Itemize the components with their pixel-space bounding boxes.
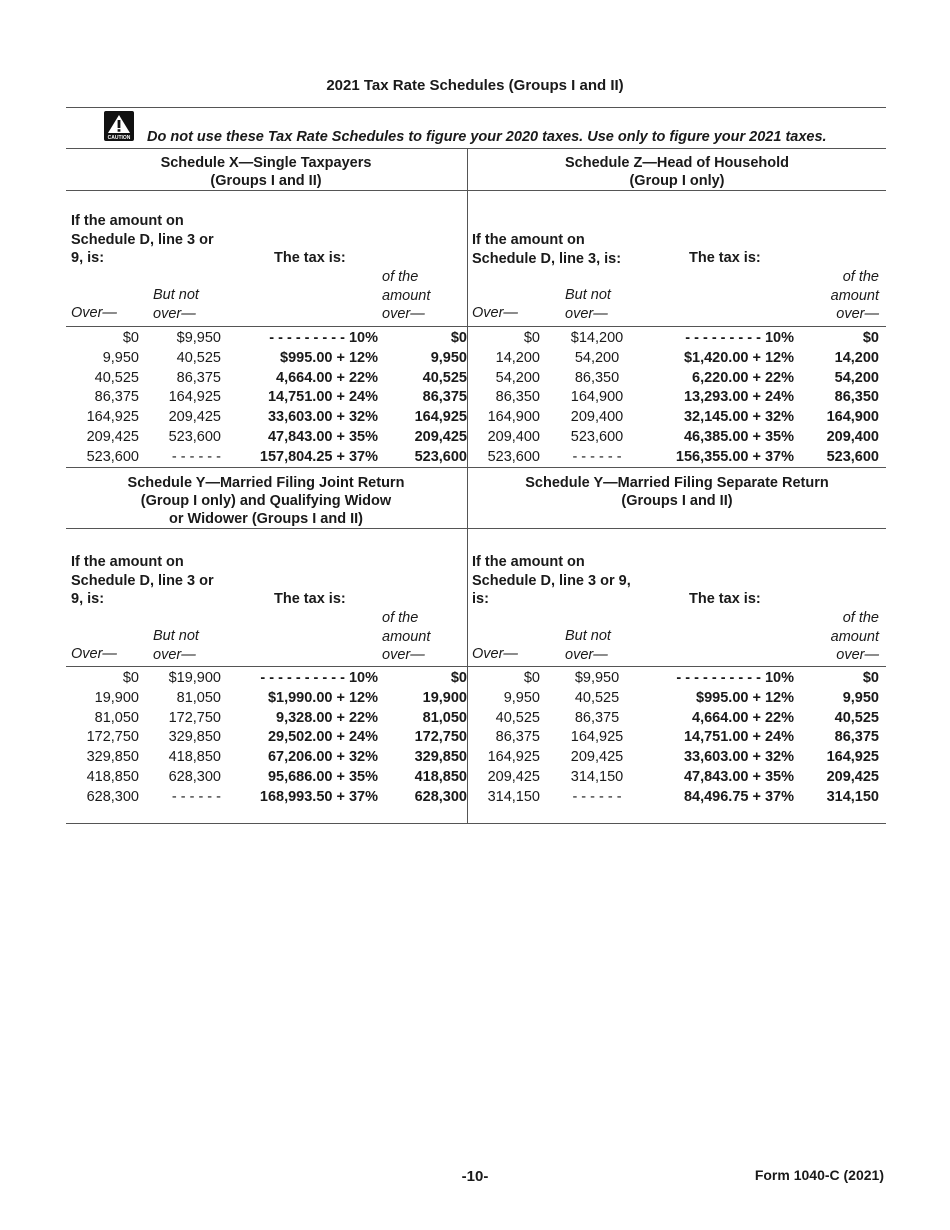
schedule-z-over-cell: 523,600 — [487, 448, 540, 465]
schedule-y-joint-but-not-over-cell: $19,900 — [168, 670, 221, 686]
schedule-z-title: Schedule Z—Head of Household (Group I only) — [565, 155, 789, 189]
page-title: 2021 Tax Rate Schedules (Groups I and II) — [326, 77, 624, 94]
schedule-y-separate-tax-cell: - - - - - - - - - - 10% — [676, 670, 794, 686]
schedule-z-condition: If the amount on Schedule D, line 3, is: — [472, 232, 622, 267]
schedule-z-of-amount-over-cell: $0 — [862, 330, 879, 346]
schedule-z-tax-cell: - - - - - - - - - 10% — [685, 330, 794, 346]
schedule-y-separate-over-cell: 9,950 — [503, 689, 540, 706]
schedule-y-separate-over-cell: 86,375 — [495, 729, 540, 746]
schedule-y-separate-tax-cell: 14,751.00 + 24% — [683, 729, 794, 746]
schedule-y-separate-condition: If the amount on Schedule D, line 3 or 9, is: — [472, 554, 631, 607]
schedule-x-of-amount-over-cell: 9,950 — [430, 349, 467, 366]
caution-rule — [66, 148, 886, 149]
schedule-y-separate-tax-cell: $995.00 + 12% — [696, 689, 794, 706]
schedule-x-tax-cell: 14,751.00 + 24% — [267, 389, 378, 406]
schedule-x-but-not-over-cell: 523,600 — [168, 429, 221, 445]
schedule-x-of-amount-over-cell: 86,375 — [422, 389, 467, 406]
schedule-y-joint-tax-cell: 9,328.00 + 22% — [276, 709, 378, 726]
schedule-y-separate-but-not-over-cell: 164,925 — [570, 729, 624, 746]
schedule-y-separate-tax-cell: 84,496.75 + 37% — [683, 788, 794, 805]
schedule-x-tax-cell: - - - - - - - - - 10% — [269, 330, 378, 346]
top-header-rule — [66, 326, 886, 327]
schedule-y-joint-over-cell: $0 — [122, 670, 139, 686]
schedule-y-separate-but-not-over-cell: 40,525 — [574, 689, 620, 706]
schedule-x-but-not-over-cell: 40,525 — [176, 349, 221, 366]
schedule-z-of-amount-over-cell: 86,350 — [834, 389, 879, 406]
schedule-y-joint-title: Schedule Y—Married Filing Joint Return (Group I only) and Qualifying Widow or Widower (Groups I and II) — [127, 475, 405, 527]
schedule-y-separate-but-not-over-cell: 209,425 — [570, 749, 624, 766]
schedule-y-joint-tax-cell: 95,686.00 + 35% — [267, 769, 378, 785]
schedule-y-separate-tax-cell: 47,843.00 + 35% — [683, 769, 794, 785]
schedule-z-over-cell: $0 — [523, 330, 540, 346]
bottom-title-rule — [66, 528, 886, 529]
schedule-y-joint-over: Over— — [71, 646, 117, 662]
schedule-y-joint-tax-is: The tax is: — [274, 591, 346, 607]
schedule-z-over-cell: 54,200 — [495, 369, 540, 386]
schedule-z-over-cell: 209,400 — [487, 429, 540, 445]
schedule-x-over-cell: 209,425 — [86, 429, 139, 445]
schedule-y-joint-but-not-over-cell: 329,850 — [168, 729, 221, 746]
schedule-x-condition: If the amount on Schedule D, line 3 or 9, is: — [71, 213, 214, 266]
schedule-x-tax-cell: 47,843.00 + 35% — [267, 429, 378, 445]
schedule-y-joint-of-amount-over-cell: 418,850 — [414, 769, 467, 785]
schedule-y-separate-tax-cell: 4,664.00 + 22% — [692, 709, 794, 726]
schedule-y-joint-but-not-over-cell: 172,750 — [168, 709, 221, 726]
schedule-y-separate-over-cell: 314,150 — [487, 788, 540, 805]
schedule-y-joint-of-amount-over-cell: 19,900 — [422, 689, 467, 706]
schedule-y-joint-tax-cell: 29,502.00 + 24% — [267, 729, 378, 746]
schedule-y-joint-of-amount-over-cell: $0 — [450, 670, 467, 686]
schedule-z-but-not-over-cell: 54,200 — [574, 349, 620, 366]
schedule-x-tax-cell: $995.00 + 12% — [280, 349, 378, 366]
schedule-x-over-cell: 523,600 — [86, 448, 139, 465]
top-title-rule — [66, 190, 886, 191]
schedule-x-of-amount-over-cell: 523,600 — [414, 448, 467, 465]
schedule-x-title: Schedule X—Single Taxpayers (Groups I and II) — [160, 155, 372, 189]
form-name: Form 1040-C (2021) — [754, 1167, 884, 1183]
schedule-z-but-not-over-cell: 86,350 — [574, 369, 620, 386]
schedule-y-joint-but-not-over-cell: 418,850 — [168, 749, 221, 766]
page-number: -10- — [461, 1168, 489, 1185]
bottom-rule — [66, 823, 886, 824]
schedule-y-joint-but-not-over-cell: 628,300 — [168, 769, 221, 785]
schedule-y-joint-of-the-amount: of the amount over— — [382, 610, 431, 663]
schedule-y-joint-tax-cell: - - - - - - - - - - 10% — [260, 670, 378, 686]
caution-text: Do not use these Tax Rate Schedules to figure your 2020 taxes. Use only to figure your 2021 taxes. — [147, 129, 827, 145]
schedule-x-tax-is: The tax is: — [274, 250, 346, 266]
schedule-y-joint-but-not-over-cell: 81,050 — [176, 689, 221, 706]
schedule-y-separate-of-amount-over-cell: $0 — [862, 670, 879, 686]
schedule-y-separate-of-amount-over-cell: 209,425 — [826, 769, 879, 785]
schedule-z-of-amount-over-cell: 54,200 — [834, 369, 879, 386]
schedule-y-joint-condition: If the amount on Schedule D, line 3 or 9, is: — [71, 554, 214, 607]
schedule-y-joint-of-amount-over-cell: 81,050 — [422, 709, 467, 726]
schedule-z-tax-is: The tax is: — [689, 250, 761, 266]
schedule-y-separate-but-not-over-cell: 314,150 — [570, 769, 624, 785]
schedule-y-joint-over-cell: 329,850 — [86, 749, 139, 766]
schedule-y-joint-of-amount-over-cell: 329,850 — [414, 749, 467, 766]
schedule-y-joint-tax-cell: 168,993.50 + 37% — [259, 788, 378, 805]
schedule-z-but-not-over: But not over— — [565, 287, 611, 322]
schedule-y-separate-tax-cell: 33,603.00 + 32% — [683, 749, 794, 766]
schedule-z-but-not-over-cell: - - - - - - — [572, 448, 622, 465]
schedule-y-separate-but-not-over: But not over— — [565, 628, 611, 663]
schedule-z-over-cell: 14,200 — [495, 349, 540, 366]
schedule-y-joint-of-amount-over-cell: 172,750 — [414, 729, 467, 746]
schedule-x-over: Over— — [71, 305, 117, 321]
schedule-y-joint-of-amount-over-cell: 628,300 — [414, 788, 467, 805]
schedule-y-separate-title: Schedule Y—Married Filing Separate Return (Groups I and II) — [525, 475, 829, 509]
schedule-x-over-cell: 40,525 — [94, 369, 139, 386]
schedule-y-joint-over-cell: 172,750 — [86, 729, 139, 746]
schedule-x-over-cell: 9,950 — [102, 349, 139, 366]
schedule-y-separate-of-amount-over-cell: 9,950 — [842, 689, 879, 706]
schedule-x-over-cell: 164,925 — [86, 409, 139, 426]
schedule-y-separate-over: Over— — [472, 646, 518, 662]
schedule-x-but-not-over-cell: 209,425 — [168, 409, 221, 426]
schedule-z-of-amount-over-cell: 209,400 — [826, 429, 879, 445]
schedule-z-but-not-over-cell: $14,200 — [570, 330, 624, 346]
schedule-x-tax-cell: 33,603.00 + 32% — [267, 409, 378, 426]
schedule-x-but-not-over-cell: - - - - - - — [171, 448, 221, 465]
schedule-y-joint-over-cell: 19,900 — [94, 689, 139, 706]
schedule-z-but-not-over-cell: 523,600 — [570, 429, 624, 445]
schedule-z-but-not-over-cell: 209,400 — [570, 409, 624, 426]
schedule-x-of-amount-over-cell: $0 — [450, 330, 467, 346]
schedule-z-over: Over— — [472, 305, 518, 321]
schedule-z-of-amount-over-cell: 164,900 — [826, 409, 879, 426]
schedule-z-tax-cell: 6,220.00 + 22% — [692, 369, 794, 386]
schedule-y-separate-tax-is: The tax is: — [689, 591, 761, 607]
schedule-y-separate-but-not-over-cell: - - - - - - — [572, 788, 622, 805]
schedule-y-separate-but-not-over-cell: 86,375 — [574, 709, 620, 726]
schedule-y-joint-over-cell: 628,300 — [86, 788, 139, 805]
schedule-z-of-amount-over-cell: 523,600 — [826, 448, 879, 465]
schedule-x-of-the-amount: of the amount over— — [382, 269, 431, 322]
schedule-y-joint-over-cell: 81,050 — [94, 709, 139, 726]
schedule-y-separate-of-amount-over-cell: 314,150 — [826, 788, 879, 805]
mid-rule — [66, 467, 886, 468]
schedule-y-separate-over-cell: $0 — [523, 670, 540, 686]
schedule-y-separate-of-amount-over-cell: 86,375 — [834, 729, 879, 746]
schedule-z-of-the-amount: of the amount over— — [830, 269, 879, 322]
schedule-y-joint-tax-cell: 67,206.00 + 32% — [267, 749, 378, 766]
schedule-x-but-not-over-cell: 86,375 — [176, 369, 221, 386]
schedule-y-separate-over-cell: 209,425 — [487, 769, 540, 785]
schedule-y-joint-tax-cell: $1,990.00 + 12% — [267, 689, 378, 706]
schedule-x-tax-cell: 4,664.00 + 22% — [276, 369, 378, 386]
schedule-y-separate-but-not-over-cell: $9,950 — [574, 670, 620, 686]
bottom-header-rule — [66, 666, 886, 667]
schedule-y-separate-of-the-amount: of the amount over— — [830, 610, 879, 663]
schedule-x-over-cell: $0 — [122, 330, 139, 346]
schedule-x-of-amount-over-cell: 164,925 — [414, 409, 467, 426]
caution-icon — [104, 111, 134, 141]
schedule-z-tax-cell: 156,355.00 + 37% — [675, 448, 794, 465]
schedule-y-separate-of-amount-over-cell: 40,525 — [834, 709, 879, 726]
schedule-y-separate-of-amount-over-cell: 164,925 — [826, 749, 879, 766]
caution-icon-label: CAUTION — [107, 135, 131, 141]
schedule-x-but-not-over-cell: 164,925 — [168, 389, 221, 406]
top-rule — [66, 107, 886, 108]
schedule-x-but-not-over: But not over— — [153, 287, 199, 322]
schedule-z-but-not-over-cell: 164,900 — [570, 389, 624, 406]
schedule-z-over-cell: 164,900 — [487, 409, 540, 426]
schedule-z-tax-cell: 32,145.00 + 32% — [683, 409, 794, 426]
schedule-x-over-cell: 86,375 — [94, 389, 139, 406]
schedule-y-joint-but-not-over-cell: - - - - - - — [171, 788, 221, 805]
schedule-x-of-amount-over-cell: 209,425 — [414, 429, 467, 445]
schedule-x-but-not-over-cell: $9,950 — [176, 330, 221, 346]
schedule-y-separate-over-cell: 164,925 — [487, 749, 540, 766]
schedule-z-over-cell: 86,350 — [495, 389, 540, 406]
schedule-z-tax-cell: 46,385.00 + 35% — [683, 429, 794, 445]
schedule-x-of-amount-over-cell: 40,525 — [422, 369, 467, 386]
schedule-x-tax-cell: 157,804.25 + 37% — [259, 448, 378, 465]
schedule-z-of-amount-over-cell: 14,200 — [834, 349, 879, 366]
schedule-y-joint-over-cell: 418,850 — [86, 769, 139, 785]
schedule-y-joint-but-not-over: But not over— — [153, 628, 199, 663]
schedule-z-tax-cell: $1,420.00 + 12% — [683, 349, 794, 366]
schedule-z-tax-cell: 13,293.00 + 24% — [683, 389, 794, 406]
schedule-y-separate-over-cell: 40,525 — [495, 709, 540, 726]
